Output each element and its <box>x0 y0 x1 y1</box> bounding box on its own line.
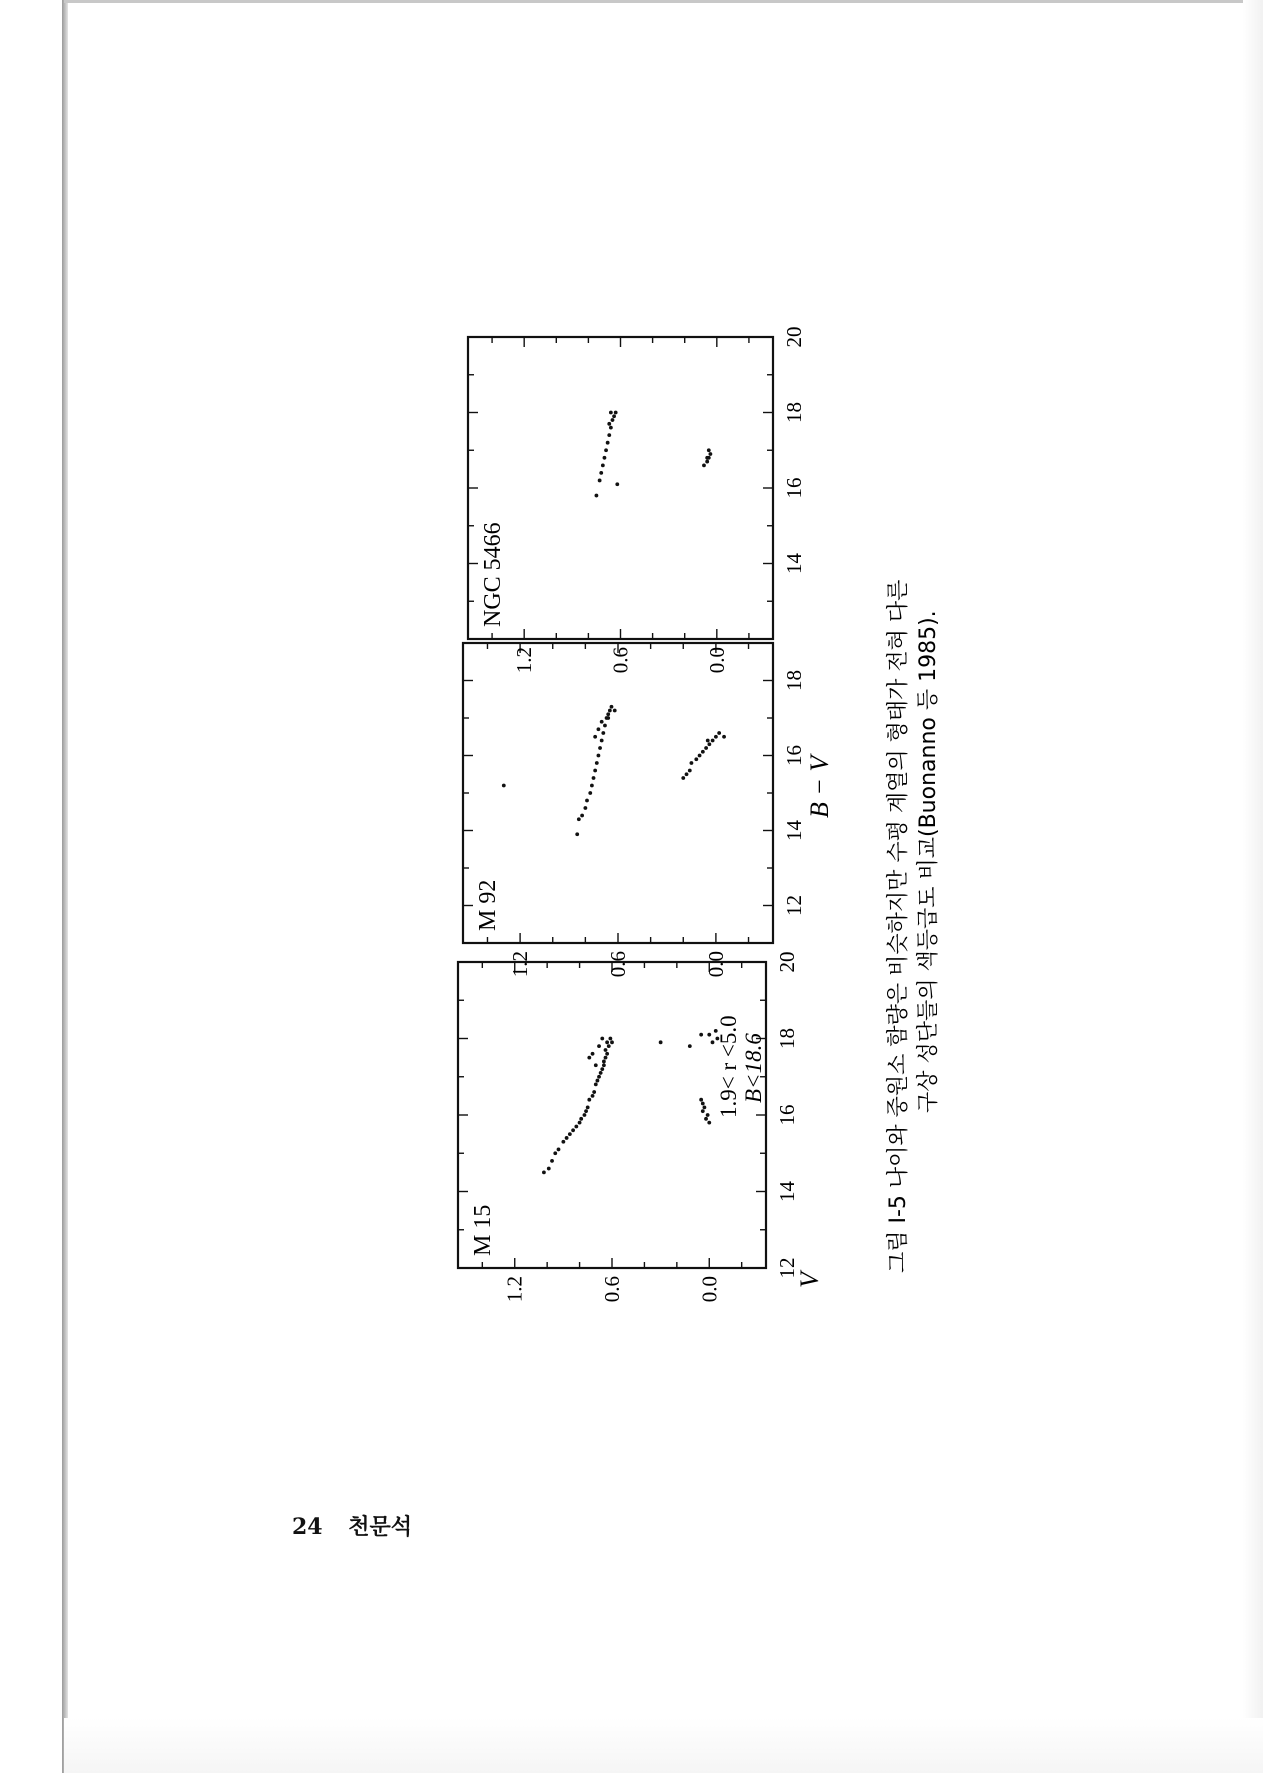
color-tick-label: 0.0 <box>704 647 729 674</box>
star-point <box>592 1090 596 1094</box>
star-point <box>605 1052 609 1056</box>
v-tick-label: 20 <box>775 951 799 973</box>
star-point <box>592 776 596 780</box>
star-point <box>707 448 711 452</box>
star-point <box>707 742 711 746</box>
star-point <box>593 735 597 739</box>
star-point <box>705 460 709 464</box>
star-point <box>690 761 694 765</box>
star-point <box>704 1117 708 1121</box>
panel-name: M 15 <box>470 1204 496 1256</box>
star-point <box>603 724 607 728</box>
star-point <box>681 776 685 780</box>
star-point <box>591 1094 595 1098</box>
star-point <box>583 1113 587 1117</box>
selection-annotation: 1.9< r <5.0 <box>716 1015 741 1118</box>
star-point <box>722 735 726 739</box>
caption-line-1: 그림 I-5 나이와 중원소 함량은 비슷하지만 수평 계열의 형태가 전혀 다른 <box>886 579 911 1273</box>
star-point <box>607 422 611 426</box>
star-point <box>557 1148 561 1152</box>
star-point <box>605 1040 609 1044</box>
star-point <box>698 754 702 758</box>
star-point <box>611 418 615 422</box>
star-point <box>578 1121 582 1125</box>
color-tick-label: 0.0 <box>703 951 728 978</box>
v-tick-label: 12 <box>782 895 806 916</box>
color-tick-label: 1.2 <box>508 951 533 978</box>
star-point <box>604 1056 608 1060</box>
cmd-panel-m92 <box>463 643 834 977</box>
star-point <box>574 1125 578 1129</box>
star-point <box>594 1063 598 1067</box>
page-number: 24 <box>292 1514 323 1540</box>
star-point <box>701 1102 705 1106</box>
star-point <box>711 1040 715 1044</box>
star-point <box>599 1071 603 1075</box>
star-point <box>600 720 604 724</box>
star-point <box>699 1033 703 1037</box>
star-point <box>579 1117 583 1121</box>
star-point <box>600 1037 604 1041</box>
star-point <box>595 761 599 765</box>
star-point <box>600 739 604 743</box>
color-tick-label: 0.6 <box>608 647 633 674</box>
star-point <box>609 411 613 415</box>
star-point <box>717 731 721 735</box>
star-point <box>607 1044 611 1048</box>
star-point <box>701 750 705 754</box>
star-point <box>707 1033 711 1037</box>
star-point <box>613 709 617 713</box>
star-point <box>571 1128 575 1132</box>
star-point <box>615 482 619 486</box>
star-point <box>598 479 602 483</box>
star-point <box>699 1098 703 1102</box>
star-point <box>703 1105 707 1109</box>
star-point <box>553 1151 557 1155</box>
star-point <box>585 799 589 803</box>
star-point <box>614 411 618 415</box>
star-point <box>601 463 605 467</box>
star-point <box>707 1121 711 1125</box>
panel-name: NGC 5466 <box>480 522 506 627</box>
star-point <box>711 739 715 743</box>
page-footer <box>292 1510 412 1541</box>
v-tick-label: 18 <box>775 1028 799 1049</box>
star-point <box>590 784 594 788</box>
panel-frame <box>468 337 773 639</box>
star-point <box>502 784 506 788</box>
star-point <box>586 1105 590 1109</box>
star-point <box>610 1040 614 1044</box>
v-tick-label: 18 <box>782 670 806 691</box>
v-tick-label: 14 <box>782 553 806 574</box>
color-tick-label: 1.2 <box>512 647 537 674</box>
star-point <box>587 1056 591 1060</box>
color-tick-label: 1.2 <box>502 1276 527 1303</box>
star-point <box>702 463 706 467</box>
star-point <box>550 1159 554 1163</box>
star-point <box>580 814 584 818</box>
star-point <box>603 456 607 460</box>
star-point <box>608 1037 612 1041</box>
panel-name: M 92 <box>475 879 501 931</box>
cmd-panel-ngc5466 <box>468 327 806 674</box>
selection-annotation: B<18.6 <box>741 1033 766 1103</box>
caption-line-2: 구상 성단들의 색등급도 비교(Buonanno 등 1985). <box>916 610 941 1113</box>
panel-frame <box>463 643 773 943</box>
star-point <box>610 705 614 709</box>
y-axis-title: V <box>795 1272 824 1288</box>
star-point <box>706 739 710 743</box>
star-point <box>565 1136 569 1140</box>
star-point <box>602 1060 606 1064</box>
x-axis-title: B − V <box>805 755 834 818</box>
v-tick-label: 18 <box>782 402 806 423</box>
v-tick-label: 16 <box>775 1104 799 1126</box>
star-point <box>597 1044 601 1048</box>
star-point <box>714 735 718 739</box>
star-point <box>542 1170 546 1174</box>
star-point <box>606 441 610 445</box>
star-point <box>600 1067 604 1071</box>
v-tick-label: 14 <box>775 1181 799 1202</box>
star-point <box>575 832 579 836</box>
color-tick-label: 0.6 <box>606 951 630 978</box>
star-point <box>688 769 692 773</box>
star-point <box>604 1048 608 1052</box>
star-point <box>593 769 597 773</box>
star-point <box>598 746 602 750</box>
star-point <box>587 1098 591 1102</box>
star-point <box>606 716 610 720</box>
color-tick-label: 0.6 <box>600 1276 624 1303</box>
star-point <box>583 806 587 810</box>
v-tick-label: 16 <box>782 477 806 499</box>
star-point <box>701 1109 705 1113</box>
star-point <box>607 433 611 437</box>
star-point <box>561 1140 565 1144</box>
star-point <box>601 731 605 735</box>
star-point <box>659 1040 663 1044</box>
star-point <box>602 1063 606 1067</box>
v-tick-label: 14 <box>782 820 806 841</box>
star-point <box>591 1052 595 1056</box>
star-point <box>708 452 712 456</box>
v-tick-label: 20 <box>782 326 806 348</box>
star-point <box>609 426 613 430</box>
star-point <box>606 712 610 716</box>
star-point <box>596 1079 600 1083</box>
color-tick-label: 0.0 <box>697 1276 722 1303</box>
cmd-panel-m15 <box>458 952 824 1303</box>
book-title: 천문석 <box>348 1514 413 1540</box>
star-point <box>597 1075 601 1079</box>
star-point <box>547 1167 551 1171</box>
star-point <box>597 754 601 758</box>
v-tick-label: 12 <box>775 1257 799 1279</box>
star-point <box>568 1132 572 1136</box>
v-tick-label: 16 <box>782 745 806 766</box>
star-point <box>704 746 708 750</box>
star-point <box>685 772 689 776</box>
star-point <box>597 727 601 731</box>
star-point <box>604 448 608 452</box>
star-point <box>612 414 616 418</box>
star-point <box>584 1109 588 1113</box>
star-point <box>688 1044 692 1048</box>
star-point <box>595 494 599 498</box>
star-point <box>588 791 592 795</box>
star-point <box>608 709 612 713</box>
star-point <box>694 757 698 761</box>
star-point <box>599 471 603 475</box>
star-point <box>705 456 709 460</box>
star-point <box>706 1113 710 1117</box>
star-point <box>594 1083 598 1087</box>
star-point <box>577 817 581 821</box>
